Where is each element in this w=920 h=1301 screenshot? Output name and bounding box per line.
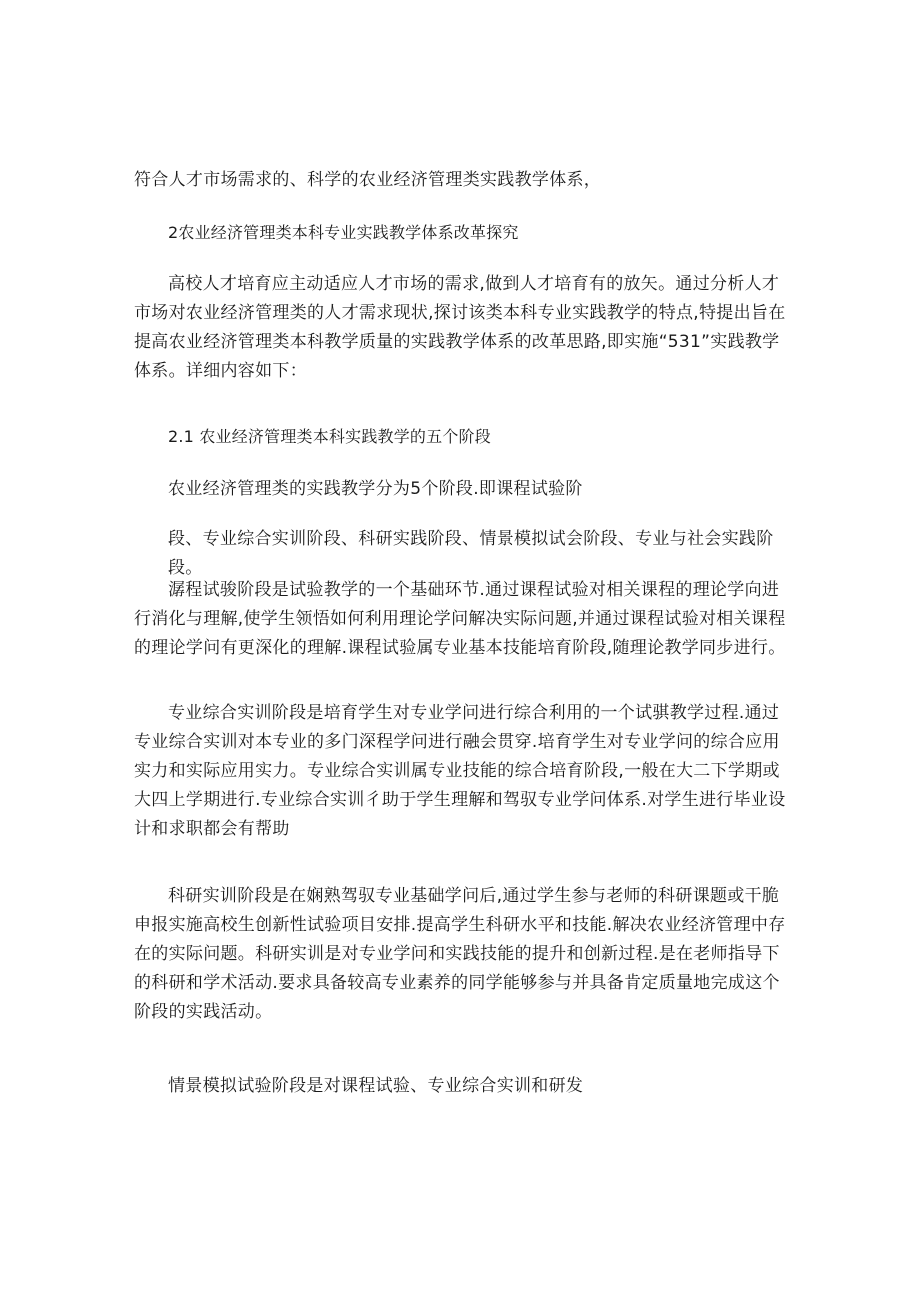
section-heading-2: 2农业经济管理类本科专业实践教学体系改革探究: [168, 223, 519, 242]
paragraph-scenario-simulation: 情景模拟试验阶段是对课程试验、专业综合实训和研发: [168, 1076, 584, 1096]
paragraph-intro-tail: 符合人才市场需求的、科学的农业经济管理类实践教学体系，: [134, 170, 602, 190]
paragraph-comprehensive-training: 专业综合实训阶段是培育学生对专业学问进行综合利用的一个试骐教学过程.通过专业综合实训对本专业的多门深程学问进行融会贯穿.培育学生对专业学问的综合应用实力和实际应用实力。专业综合实训属专业技能的综合培育阶段,一般在大二下学期或大四上学期进行.专业综合实训彳助于学生理解和驾驭专业学问体系.对学生进行毕业设计和求职都会有帮助: [134, 703, 786, 839]
paragraph-section-2-intro: 高校人才培育应主动适应人才市场的需求,做到人才培育有的放矢。通过分析人才市场对农业经济管理类的人才需求现状,探讨该类本科专业实践教学的特点,特提出旨在提高农业经济管理类本科教学质量的实践教学体系的改革思路,即实施“531”实践教学体系。详细内容如下：: [134, 274, 786, 381]
paragraph-five-stages-list: 段、专业综合实训阶段、科研实践阶段、情景模拟试会阶段、专业与社会实践阶段。: [168, 529, 774, 578]
subsection-heading-2-1: 2.1 农业经济管理类本科实践教学的五个阶段: [168, 427, 491, 446]
paragraph-five-stages-lead: 农业经济管理类的实践教学分为5个阶段.即课程试验阶: [168, 479, 583, 499]
paragraph-research-training: 科研实训阶段是在娴熟驾驭专业基础学问后,通过学生参与老师的科研课题或干脆申报实施高校生创新性试验项目安排.提高学生科研水平和技能.解决农业经济管理中存在的实际问题。科研实训是对专业学问和实践技能的提升和创新过程.是在老师指导下的科研和学术活动.要求具备较高专业素养的同学能够参与并具备肯定质量地完成这个阶段的实践活动。: [134, 886, 786, 1022]
paragraph-course-experiment: 潺程试骏阶段是试验教学的一个基础环节.通过课程试验对相关课程的理论学向进行消化与理解,使学生领悟如何利用理论学问解决实际问题,并通过课程试验对相关课程的理论学问有更深化的理解.课程试验属专业基本技能培育阶段,随理论教学同步进行。: [134, 580, 786, 658]
